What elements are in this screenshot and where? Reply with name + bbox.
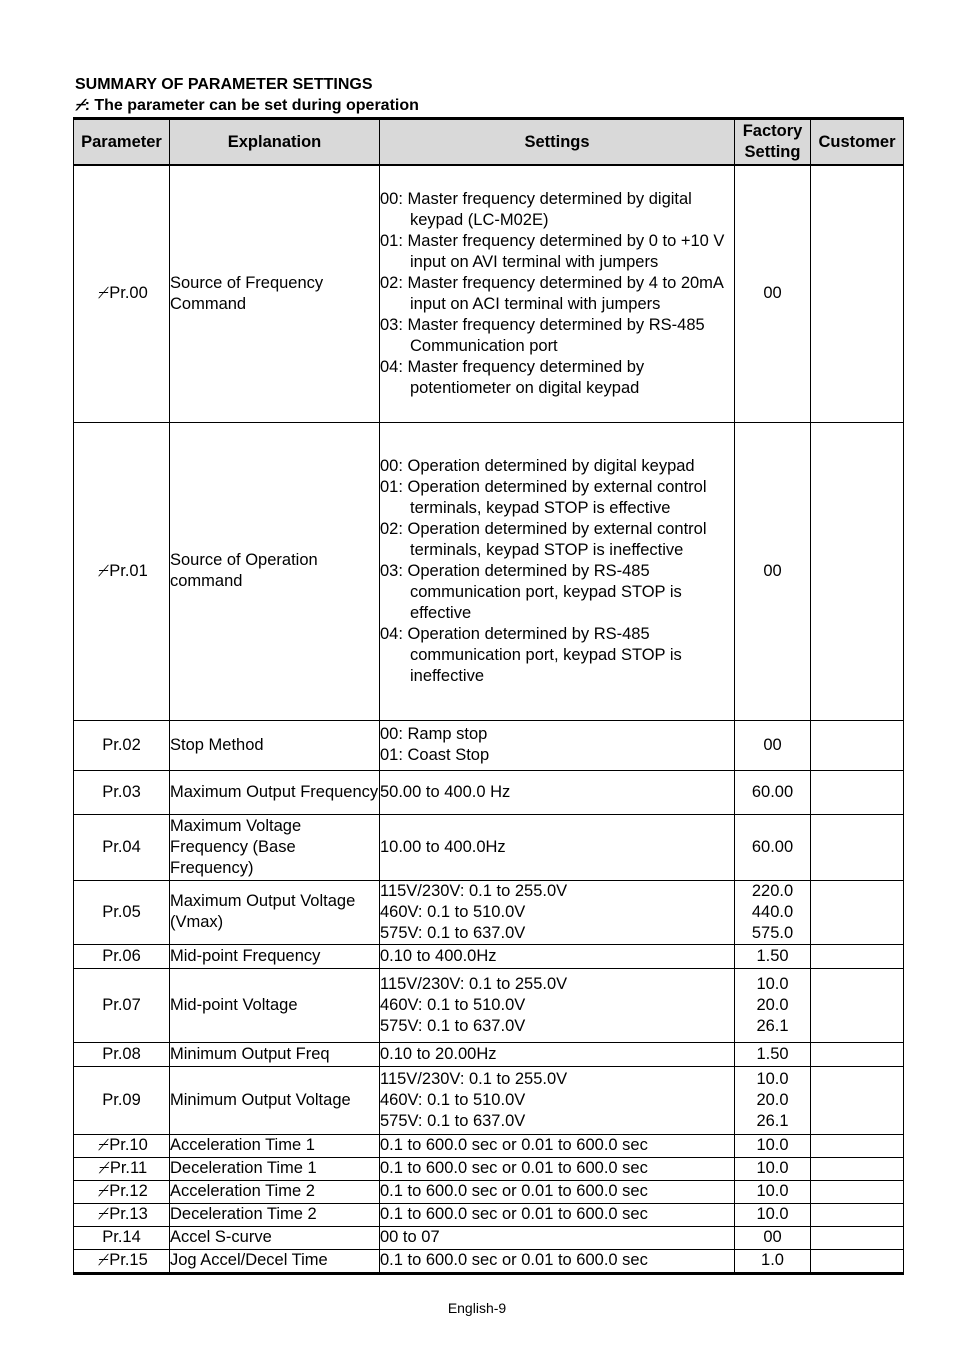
factory-value: 20.0 (756, 1090, 789, 1109)
parameter-cell (74, 720, 170, 770)
setting-option: 575V: 0.1 to 637.0V (380, 1111, 526, 1130)
table-row (74, 165, 904, 422)
factory-setting-cell (735, 1157, 811, 1180)
customer-cell (811, 968, 904, 1042)
parameter-code: Pr.04 (102, 837, 141, 856)
parameter-code: Pr.10 (109, 1136, 148, 1154)
header-factory-line2: Setting (744, 143, 801, 161)
factory-value: 10.0 (756, 1159, 789, 1177)
factory-value: 1.0 (761, 1251, 784, 1269)
factory-setting-cell (735, 1203, 811, 1226)
factory-value: 440.0 (751, 902, 794, 921)
customer-cell (811, 422, 904, 720)
parameter-cell (74, 1180, 170, 1203)
factory-value: 26.1 (756, 1111, 789, 1130)
explanation-cell: Source of Operation command (170, 422, 380, 720)
customer-cell (811, 944, 904, 968)
parameter-code: Pr.07 (102, 995, 141, 1014)
setting-option: 0.10 to 400.0Hz (380, 946, 497, 965)
factory-setting-cell (735, 1134, 811, 1157)
factory-value: 60.00 (751, 837, 794, 856)
customer-cell (811, 1134, 904, 1157)
setting-option: 50.00 to 400.0 Hz (380, 782, 511, 801)
factory-value: 575.0 (751, 923, 794, 942)
customer-cell (811, 165, 904, 422)
setting-option: 460V: 0.1 to 510.0V (380, 902, 526, 921)
factory-value: 00 (763, 561, 782, 580)
factory-setting-cell (735, 880, 811, 944)
setting-option: 460V: 0.1 to 510.0V (380, 1090, 526, 1109)
setting-option: 575V: 0.1 to 637.0V (380, 1016, 526, 1035)
parameter-cell (74, 1226, 170, 1249)
setting-option: 04: Master frequency determined by potentiometer on digital keypad (380, 357, 645, 397)
settings-cell (380, 1180, 735, 1203)
explanation-cell: Stop Method (170, 720, 380, 770)
table-row (74, 1203, 904, 1226)
factory-setting-cell (735, 1180, 811, 1203)
settings-cell (380, 770, 735, 814)
table-row (74, 1134, 904, 1157)
parameter-code: Pr.15 (109, 1251, 148, 1269)
setting-option: 0.10 to 20.00Hz (380, 1044, 497, 1063)
parameter-code: Pr.14 (102, 1228, 141, 1246)
settings-cell (380, 944, 735, 968)
runtime-settable-icon: ⌿ (97, 1205, 108, 1223)
table-header-row (74, 119, 904, 166)
parameter-code: Pr.01 (109, 561, 148, 580)
page-title: SUMMARY OF PARAMETER SETTINGS (75, 76, 373, 93)
parameter-cell (74, 944, 170, 968)
setting-option: 115V/230V: 0.1 to 255.0V (380, 974, 568, 993)
parameter-code: Pr.11 (109, 1159, 148, 1177)
runtime-settable-icon: ⌿ (97, 1182, 108, 1200)
setting-option: 0.1 to 600.0 sec or 0.01 to 600.0 sec (380, 1205, 648, 1223)
setting-option: 00: Master frequency determined by digital keypad (LC-M02E) (380, 189, 692, 229)
customer-cell (811, 770, 904, 814)
factory-value: 10.0 (756, 974, 789, 993)
setting-option: 00: Ramp stop (380, 725, 488, 743)
customer-cell (811, 880, 904, 944)
factory-value: 220.0 (751, 881, 794, 900)
setting-option: 00: Operation determined by digital keypad (380, 456, 695, 475)
runtime-settable-icon: ⌿ (97, 284, 108, 303)
factory-setting-cell (735, 1226, 811, 1249)
explanation-cell: Deceleration Time 2 (170, 1203, 380, 1226)
setting-option: 0.1 to 600.0 sec or 0.01 to 600.0 sec (380, 1182, 648, 1200)
parameter-code: Pr.08 (102, 1044, 141, 1063)
parameter-cell (74, 1042, 170, 1066)
factory-setting-cell (735, 720, 811, 770)
factory-value: 1.50 (756, 1044, 789, 1063)
setting-option: 115V/230V: 0.1 to 255.0V (380, 1069, 568, 1088)
parameter-code: Pr.05 (102, 902, 141, 921)
factory-setting-cell (735, 968, 811, 1042)
explanation-cell: Minimum Output Freq (170, 1042, 380, 1066)
settings-cell (380, 1249, 735, 1273)
parameter-cell (74, 814, 170, 880)
table-row (74, 880, 904, 944)
setting-option: 01: Master frequency determined by 0 to +10 V input on AVI terminal with jumpers (380, 231, 725, 271)
parameter-cell (74, 165, 170, 422)
factory-setting-cell (735, 814, 811, 880)
explanation-cell: Accel S-curve (170, 1226, 380, 1249)
factory-value: 00 (763, 284, 782, 303)
setting-option: 01: Coast Stop (380, 746, 490, 764)
table-row (74, 720, 904, 770)
customer-cell (811, 814, 904, 880)
parameter-cell (74, 1157, 170, 1180)
legend-note (75, 96, 419, 116)
table-row (74, 944, 904, 968)
settings-cell (380, 814, 735, 880)
customer-cell (811, 1226, 904, 1249)
factory-setting-cell (735, 944, 811, 968)
settings-cell (380, 1157, 735, 1180)
customer-cell (811, 1157, 904, 1180)
settings-cell (380, 422, 735, 720)
factory-value: 00 (763, 1228, 782, 1246)
parameter-code: Pr.00 (109, 284, 148, 303)
customer-cell (811, 720, 904, 770)
explanation-cell: Acceleration Time 1 (170, 1134, 380, 1157)
setting-option: 0.1 to 600.0 sec or 0.01 to 600.0 sec (380, 1136, 648, 1154)
customer-cell (811, 1249, 904, 1273)
explanation-cell: Source of Frequency Command (170, 165, 380, 422)
parameter-code: Pr.06 (102, 946, 141, 965)
parameter-code: Pr.03 (102, 782, 141, 801)
factory-setting-cell (735, 1249, 811, 1273)
settings-cell (380, 720, 735, 770)
factory-value: 10.0 (756, 1136, 789, 1154)
table-row (74, 1226, 904, 1249)
table-row (74, 1157, 904, 1180)
factory-value: 1.50 (756, 946, 789, 965)
explanation-cell: Jog Accel/Decel Time (170, 1249, 380, 1273)
explanation-cell: Maximum Voltage Frequency (Base Frequency) (170, 814, 380, 880)
setting-option: 04: Operation determined by RS-485 communication port, keypad STOP is ineffective (380, 624, 682, 685)
table-row (74, 814, 904, 880)
settings-cell (380, 880, 735, 944)
parameter-code: Pr.09 (102, 1090, 141, 1109)
setting-option: 115V/230V: 0.1 to 255.0V (380, 881, 568, 900)
setting-option: 10.00 to 400.0Hz (380, 837, 506, 856)
runtime-settable-icon: ⌿ (97, 561, 108, 580)
settings-cell (380, 165, 735, 422)
table-row (74, 1180, 904, 1203)
setting-option: 03: Master frequency determined by RS-485 Communication port (380, 315, 705, 355)
parameter-cell (74, 1066, 170, 1134)
parameter-table (73, 117, 904, 1275)
explanation-cell: Deceleration Time 1 (170, 1157, 380, 1180)
setting-option: 02: Operation determined by external control terminals, keypad STOP is ineffective (380, 519, 707, 559)
customer-cell (811, 1066, 904, 1134)
parameter-cell (74, 422, 170, 720)
customer-cell (811, 1203, 904, 1226)
settings-cell (380, 1203, 735, 1226)
header-customer: Customer (811, 119, 904, 166)
setting-option: 00 to 07 (380, 1228, 440, 1246)
factory-setting-cell (735, 422, 811, 720)
header-parameter: Parameter (74, 119, 170, 166)
runtime-settable-icon: ⌿ (97, 1159, 108, 1177)
factory-value: 10.0 (756, 1182, 789, 1200)
parameter-cell (74, 968, 170, 1042)
parameter-cell (74, 1249, 170, 1273)
parameter-cell (74, 1134, 170, 1157)
factory-value: 60.00 (751, 782, 794, 801)
parameter-cell (74, 1203, 170, 1226)
settings-cell (380, 968, 735, 1042)
explanation-cell: Mid-point Voltage (170, 968, 380, 1042)
header-explanation: Explanation (170, 119, 380, 166)
factory-setting-cell (735, 770, 811, 814)
setting-option: 460V: 0.1 to 510.0V (380, 995, 526, 1014)
explanation-cell: Maximum Output Frequency (170, 770, 380, 814)
parameter-cell (74, 770, 170, 814)
runtime-settable-icon: ⌿ (75, 97, 85, 114)
factory-value: 26.1 (756, 1016, 789, 1035)
factory-setting-cell (735, 1042, 811, 1066)
factory-value: 00 (763, 735, 782, 754)
header-settings: Settings (380, 119, 735, 166)
explanation-cell: Minimum Output Voltage (170, 1066, 380, 1134)
customer-cell (811, 1180, 904, 1203)
table-body (74, 165, 904, 1273)
factory-value: 10.0 (756, 1205, 789, 1223)
table-row (74, 1249, 904, 1273)
explanation-cell: Maximum Output Voltage (Vmax) (170, 880, 380, 944)
header-factory-setting (735, 119, 811, 166)
setting-option: 03: Operation determined by RS-485 communication port, keypad STOP is effective (380, 561, 682, 622)
setting-option: 01: Operation determined by external control terminals, keypad STOP is effective (380, 477, 707, 517)
settings-cell (380, 1134, 735, 1157)
settings-cell (380, 1066, 735, 1134)
header-factory-line1: Factory (742, 122, 803, 140)
table-row (74, 1042, 904, 1066)
explanation-cell: Acceleration Time 2 (170, 1180, 380, 1203)
table-row (74, 1066, 904, 1134)
setting-option: 575V: 0.1 to 637.0V (380, 923, 526, 942)
setting-option: 0.1 to 600.0 sec or 0.01 to 600.0 sec (380, 1251, 648, 1269)
explanation-cell: Mid-point Frequency (170, 944, 380, 968)
customer-cell (811, 1042, 904, 1066)
settings-cell (380, 1042, 735, 1066)
table-row (74, 968, 904, 1042)
parameter-cell (74, 880, 170, 944)
page-number: English-9 (447, 1300, 507, 1316)
factory-setting-cell (735, 1066, 811, 1134)
table-row (74, 770, 904, 814)
factory-value: 10.0 (756, 1069, 789, 1088)
parameter-code: Pr.02 (102, 735, 141, 754)
legend-note-text: : The parameter can be set during operation (84, 97, 419, 114)
setting-option: 0.1 to 600.0 sec or 0.01 to 600.0 sec (380, 1159, 648, 1177)
settings-cell (380, 1226, 735, 1249)
table-row (74, 422, 904, 720)
runtime-settable-icon: ⌿ (97, 1251, 108, 1269)
setting-option: 02: Master frequency determined by 4 to 20mA input on ACI terminal with jumpers (380, 273, 724, 313)
parameter-code: Pr.12 (109, 1182, 148, 1200)
factory-value: 20.0 (756, 995, 789, 1014)
parameter-code: Pr.13 (109, 1205, 148, 1223)
factory-setting-cell (735, 165, 811, 422)
runtime-settable-icon: ⌿ (97, 1136, 108, 1154)
